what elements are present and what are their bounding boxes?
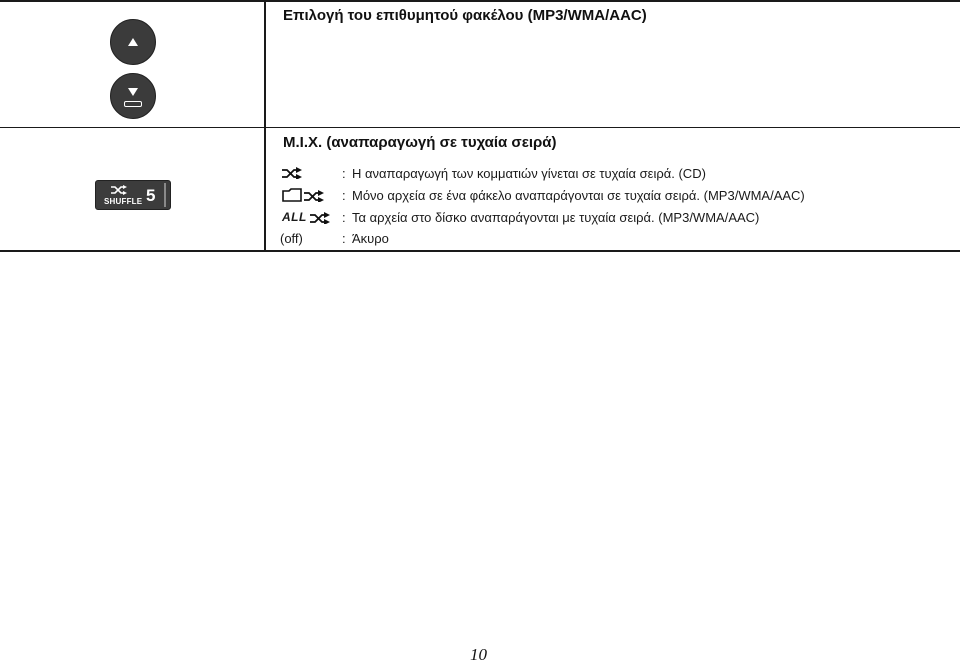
shuffle-button[interactable]	[95, 180, 171, 210]
shuffle-icon	[111, 185, 127, 195]
row-description: Άκυρο	[352, 231, 389, 246]
key-divider	[164, 183, 166, 207]
row-description: Η αναπαραγωγή των κομματιών γίνεται σε τυχαία σειρά. (CD)	[352, 166, 706, 181]
row-description: Τα αρχεία στο δίσκο αναπαράγονται με τυχαία σειρά. (MP3/WMA/AAC)	[352, 210, 760, 225]
mix-heading: M.I.X. (αναπαραγωγή σε τυχαία σειρά)	[283, 134, 557, 151]
folder-up-button[interactable]	[110, 19, 156, 65]
table-bottom-border	[0, 250, 960, 252]
shuffle-icon	[282, 167, 302, 179]
row-separator: :	[342, 231, 346, 246]
shuffle-key-number: 5	[146, 186, 156, 205]
shuffle-key-label: SHUFFLE	[104, 197, 143, 206]
table-row-divider	[0, 127, 960, 128]
row-separator: :	[342, 166, 346, 181]
off-indicator: (off)	[280, 231, 303, 246]
shuffle-icon	[304, 190, 324, 202]
table-column-divider	[264, 0, 266, 252]
row-separator: :	[342, 188, 346, 203]
all-indicator: ALL	[282, 210, 307, 224]
row-description: Μόνο αρχεία σε ένα φάκελο αναπαράγονται σε τυχαία σειρά. (MP3/WMA/AAC)	[352, 188, 805, 203]
folder-icon	[282, 188, 302, 202]
shuffle-icon	[310, 212, 330, 224]
table-top-border	[0, 0, 960, 2]
folder-down-button[interactable]	[110, 73, 156, 119]
page-number: 10	[470, 645, 487, 664]
folder-select-heading: Επιλογή του επιθυμητού φακέλου (MP3/WMA/AAC)	[283, 7, 647, 24]
bar-icon	[124, 101, 142, 107]
row-separator: :	[342, 210, 346, 225]
up-arrow-icon	[128, 38, 138, 46]
down-arrow-icon	[128, 88, 138, 96]
